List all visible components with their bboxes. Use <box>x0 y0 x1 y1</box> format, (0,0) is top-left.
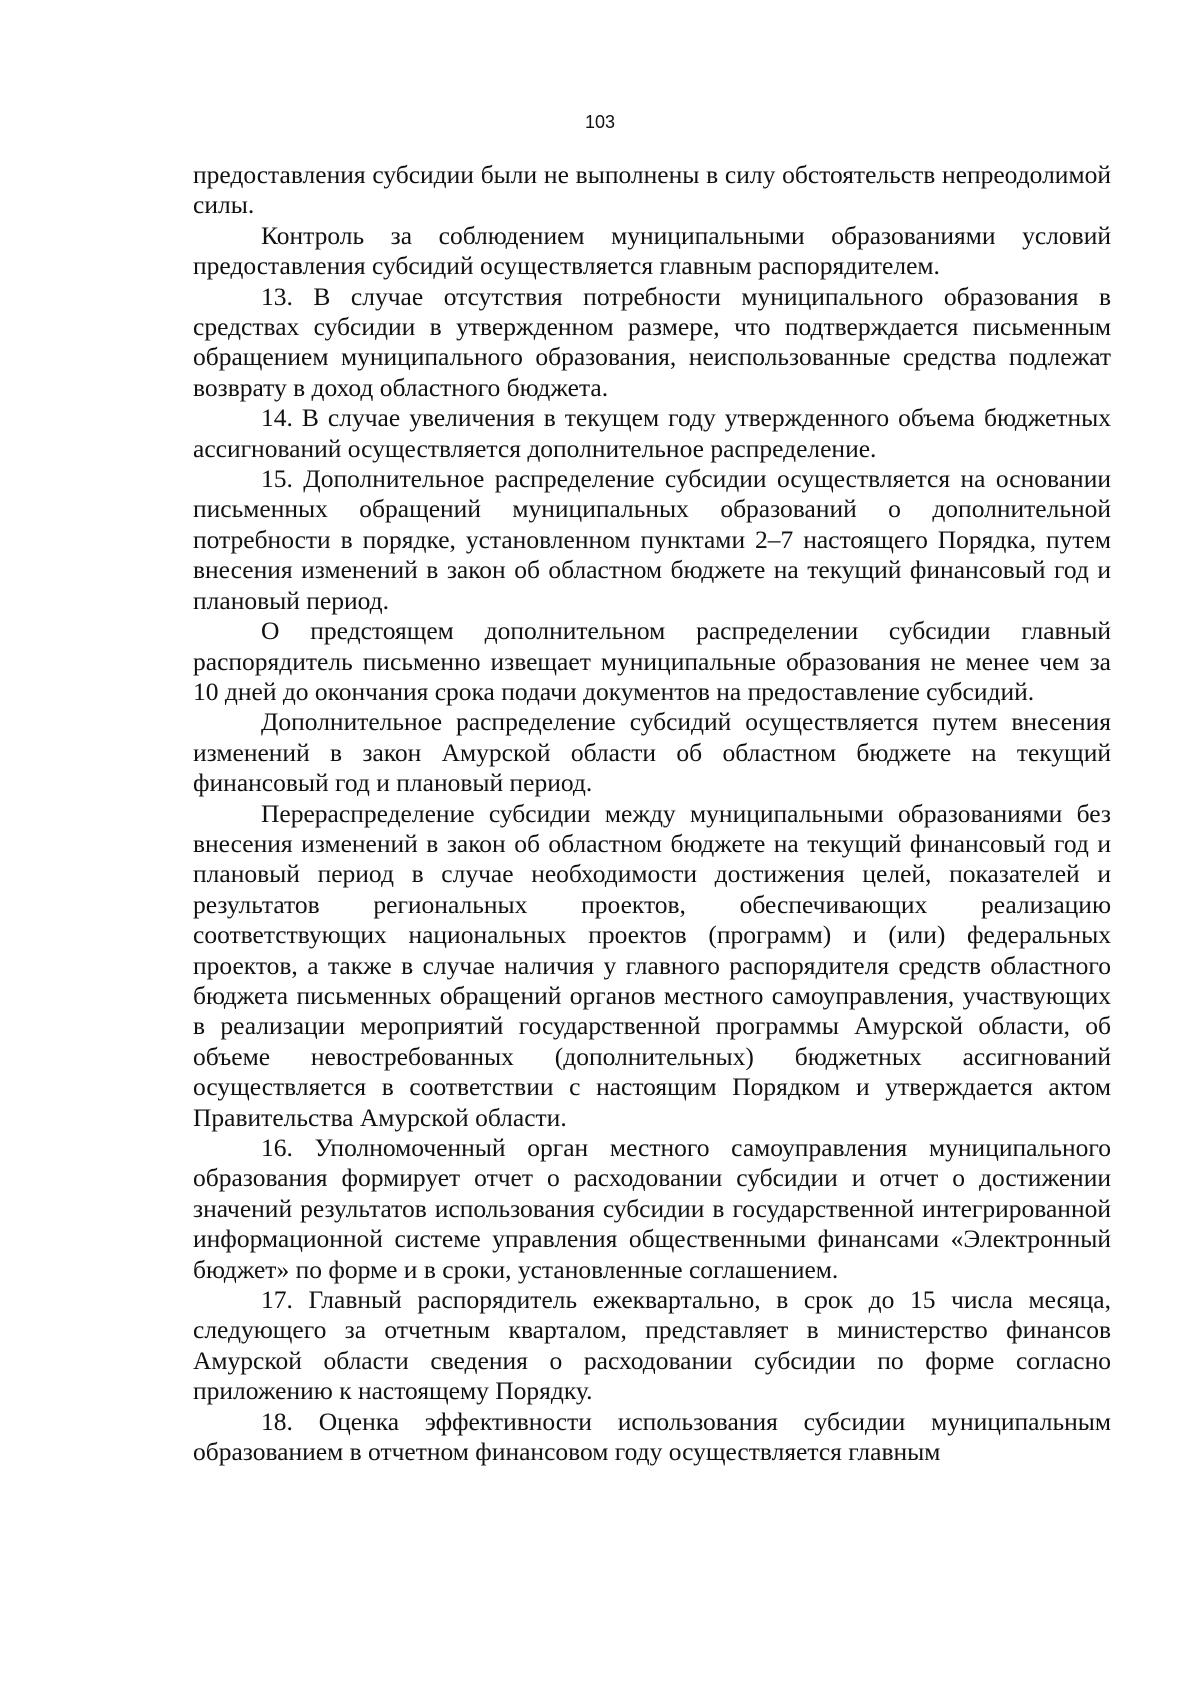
paragraph: 13. В случае отсутствия потребности муниципального образования в средствах субсидии в утвержденном размере, что подтверждается письменным обращением муниципального образования, неиспользованные средства подлежат возврату в доход областного бюджета. <box>193 281 1111 402</box>
paragraph: 15. Дополнительное распределение субсидии осуществляется на основании письменных обращений муниципальных образований о дополнительной потребности в порядке, установленном пунктами 2–7 настоящего Порядка, путем внесения изменений в закон об областном бюджете на текущий финансовый год и плановый период. <box>193 464 1111 615</box>
paragraph: 18. Оценка эффективности использования субсидии муниципальным образованием в отчетном финансовом году осуществляется главным <box>193 1406 1111 1467</box>
paragraph: предоставления субсидии были не выполнены в силу обстоятельств непреодолимой силы. <box>193 160 1111 220</box>
paragraph: 16. Уполномоченный орган местного самоуправления муниципального образования формирует отчет о расходовании субсидии и отчет о достижении значений результатов использования субсидии в государственной интегрированной информационной системе управления общественными финансами «Электронный бюджет» по форме и в сроки, установленные соглашением. <box>193 1133 1111 1284</box>
page-number: 103 <box>584 112 616 132</box>
paragraph: 17. Главный распорядитель ежеквартально, в срок до 15 числа месяца, следующего за отчетным кварталом, представляет в министерство финансов Амурской области сведения о расходовании субсидии по форме согласно приложению к настоящему Порядку. <box>193 1285 1111 1406</box>
document-body <box>193 160 1111 1467</box>
paragraph: Перераспределение субсидии между муниципальными образованиями без внесения изменений в закон об областном бюджете на текущий финансовый год и плановый период в случае необходимости достижения целей, показателей и результатов региональных проектов, обеспечивающих реализацию соответствующих национальных проектов (программ) и (или) федеральных проектов, а также в случае наличия у главного распорядителя средств областного бюджета письменных обращений органов местного самоуправления, участвующих в реализации мероприятий государственной программы Амурской области, об объеме невостребованных (дополнительных) бюджетных ассигнований осуществляется в соответствии с настоящим Порядком и утверждается актом Правительства Амурской области. <box>193 798 1111 1132</box>
paragraph: О предстоящем дополнительном распределении субсидии главный распорядитель письменно извещает муниципальные образования не менее чем за 10 дней до окончания срока подачи документов на предоставление субсидий. <box>193 616 1111 706</box>
paragraph: 14. В случае увеличения в текущем году утвержденного объема бюджетных ассигнований осуществляется дополнительное распределение. <box>193 403 1111 463</box>
paragraph: Контроль за соблюдением муниципальными образованиями условий предоставления субсидий осуществляется главным распорядителем. <box>193 220 1111 281</box>
paragraph: Дополнительное распределение субсидий осуществляется путем внесения изменений в закон Амурской области об областном бюджете на текущий финансовый год и плановый период. <box>193 707 1111 798</box>
